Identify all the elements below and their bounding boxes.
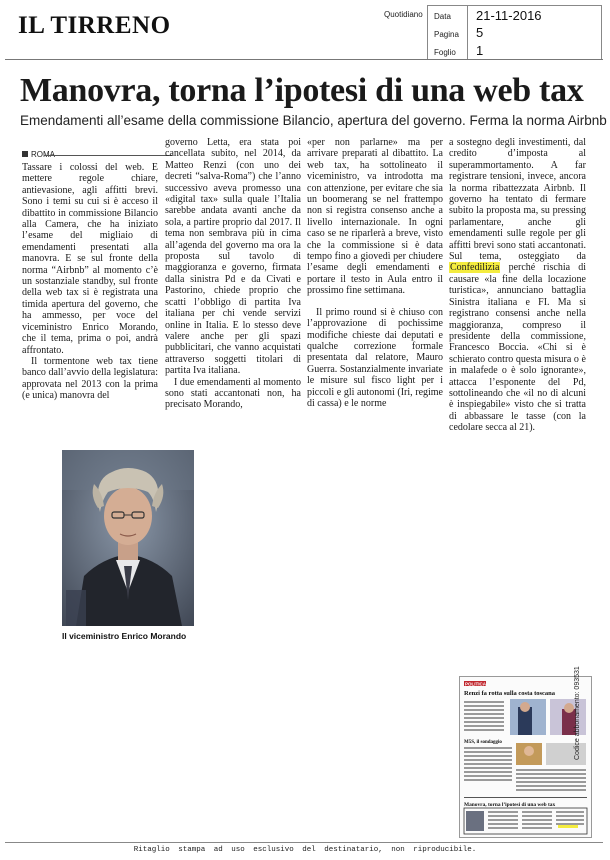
thumb-section: POLITICA <box>465 681 486 687</box>
photo-caption: Il viceministro Enrico Morando <box>62 631 187 641</box>
article-column-2 <box>165 137 301 411</box>
article-column-1 <box>22 162 158 402</box>
meta-sheet-label: Foglio <box>434 48 456 57</box>
meta-box <box>427 5 602 59</box>
meta-sheet-value: 1 <box>476 43 484 58</box>
thumb-headline-2: Manovra, torna l’ipotesi di una web tax <box>464 802 556 808</box>
article-column-3 <box>307 137 443 409</box>
dateline-text: ROMA <box>31 150 55 159</box>
meta-page-label: Pagina <box>434 30 459 39</box>
page-thumbnail <box>459 666 592 838</box>
masthead: IL TIRRENO <box>18 12 171 39</box>
header-rule <box>5 59 603 60</box>
thumb-headline-1: Renzi fa rotta sulla costa toscana <box>464 690 556 697</box>
thumbnail-illustration <box>460 666 591 837</box>
article-subhead: Emendamenti all’esame della commissione Bilancio, apertura del governo. Ferma la norma Airbnb <box>20 113 607 128</box>
publication-type: Quotidiano <box>384 10 423 19</box>
paragraph: Il primo round si è chiuso con l’approvazione di pochissime modifiche chieste dai deputati e qualche correzione formale presentata dal relatore, Mauro Guerra. Sostanzialmente invariate le misure sul fisco light per i piccoli e gli autonomi (Iri, regime di cassa) e le norme <box>307 306 443 409</box>
paragraph: I due emendamenti al momento sono stati accantonati non, ha precisato Morando, <box>165 376 301 411</box>
paragraph: «per non parlarne» ma per arrivare preparati al dibattito. La web tax, ha sottolineato il viceministro, va introdotta ma con attenzione, per evitare che sia un boomerang se nel frattempo non si registra consenso anche a livello internazionale. In ogni caso se ne riparlerà a breve, visto che la commissione si è data tempo fino a giovedì per chiudere l’esame degli emendamenti e portare il testo in Aula entro il prossimo fine settimana. <box>307 137 443 297</box>
dateline-rule <box>44 155 172 156</box>
article-column-4 <box>449 137 586 434</box>
paragraph: Tassare i colossi del web. E mettere regole chiare, antievasione, agli affitti brevi. Sono i temi su cui si è acceso il dibattito in commissione Bilancio alla Camera, che ha iniziato l’esame del migliaio di emendamenti presentati alla manovra. E se sul fronte della norma “Airbnb” al momento c’è un sostanziale standby, sul fronte della web tax si è registrata una timida apertura del governo, che ha ammesso, per voce del viceministro Enrico Morando, che il tema, prima o poi, andrà affrontato. <box>22 162 158 356</box>
square-bullet-icon <box>22 151 28 157</box>
portrait-photo <box>62 450 194 626</box>
paragraph: governo Letta, era stata poi cancellata subito, nel 2014, da Matteo Renzi (con uno dei decreti “salva-Roma”) che l’anno successivo aveva promesso una «digital tax» sulla quale l’Italia sarebbe andata avanti anche da sola, a partire proprio dal 2017. Il tema non sembrava più in cima all’agenda del governo ma ora la proposta sul tavolo di maggioranza e governo, firmata dalla sinistra Pd e da Civati e Pastorino, chiede proprio che scatti l’obbligo di partita Iva italiana per chi vende servizi online in Italia. E lo stesso deve valere anche per gli spazi pubblicitari, che vanno acquistati attraverso soggetti titolari di partita Iva italiana. <box>165 137 301 377</box>
paragraph-text: perché rischia di causare «la fine della locazione turistica», annunciano battaglia Sinistra italiana e FI. Ma si registrano consensi anche nella maggioranza, compreso il presidente della commissione, Francesco Boccia. «Chi si è schierato contro questa misura o è in malafede o è solo ignorante», attacca l’esponente del Pd, sottolineando che «il no di alcuni è inspiegabile» visto che si tratta di abbassare le tasse (con la cedolare secca al 21). <box>449 262 586 434</box>
paragraph: Il tormentone web tax tiene banco dall’avvio della legislatura: approvata nel 2013 con la prima (e unica) manovra del <box>22 355 158 402</box>
meta-date-label: Data <box>434 12 451 21</box>
footer-notice: Ritaglio stampa ad uso esclusivo del destinatario, non riproducibile. <box>133 846 477 854</box>
meta-divider <box>467 6 468 59</box>
meta-date-value: 21-11-2016 <box>476 8 542 23</box>
footer-rule <box>5 842 603 843</box>
svg-text:M5S, il sondaggio: M5S, il sondaggio <box>464 740 502 745</box>
article-headline: Manovra, torna l’ipotesi di una web tax <box>20 72 584 109</box>
portrait-illustration <box>62 450 194 626</box>
paragraph <box>449 137 586 434</box>
meta-page-value: 5 <box>476 25 484 40</box>
subscription-code: Codice abbonamento: 093531 <box>574 666 581 760</box>
paragraph-text: a sostegno degli investimenti, dal credito d’imposta al superammortamento. A far registrare tensioni, invece, ancora la norma ribattezzata Airbnb. Il governo ha tentato di fermare subito la proposta ma, su pressing parlamentare, anche gli emendamenti sulle regole per gli affitti brevi sono stati accantonati. Sul tema, osteggiato da <box>449 137 586 263</box>
highlighted-term: Confedilizia <box>450 262 500 274</box>
